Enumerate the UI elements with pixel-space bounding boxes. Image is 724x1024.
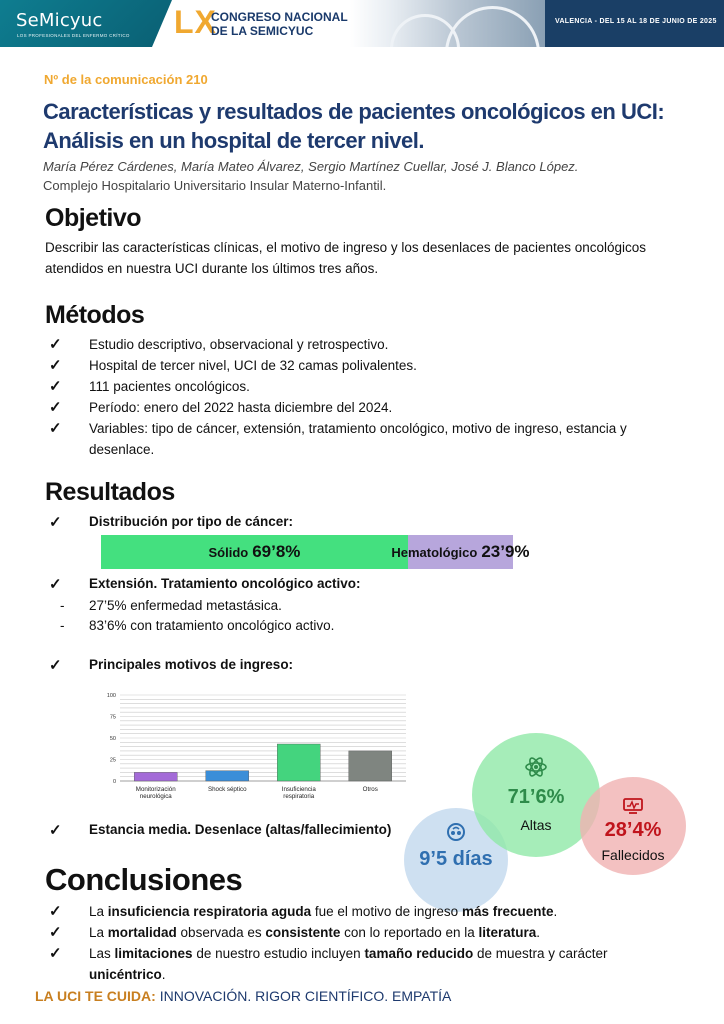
results-heading: Resultados: [45, 478, 175, 506]
bold-span: mortalidad: [107, 925, 177, 940]
x-tick-label: respiratoria: [283, 793, 315, 800]
extension-list: [60, 596, 334, 636]
bar-4: [349, 751, 392, 781]
conclusion-text-2: [89, 925, 540, 940]
city-photo: [350, 0, 545, 47]
check-icon: ✓: [49, 399, 62, 416]
extension-label: Extensión. Tratamiento oncológico activo:: [89, 576, 361, 591]
list-item-text: Estudio descriptivo, observacional y retrospectivo.: [89, 337, 389, 352]
authors: María Pérez Cárdenes, María Mateo Álvarez, Sergio Martínez Cuellar, José J. Blanco López.: [43, 159, 579, 174]
logo-subtitle: LOS PROFESIONALES DEL ENFERMO CRÍTICO: [17, 33, 130, 38]
text-span: de muestra y carácter: [473, 946, 608, 961]
bold-span: consistente: [265, 925, 341, 940]
bar-1: [134, 772, 177, 781]
reasons-label: Principales motivos de ingreso:: [89, 657, 294, 672]
list-item-text: Variables: tipo de cáncer, extensión, tratamiento oncológico, motivo de ingreso, estancia y desenlace.: [89, 421, 627, 457]
footer-slogan: [35, 988, 451, 1004]
check-icon: ✓: [49, 657, 62, 674]
bar-3: [277, 744, 320, 781]
bold-span: más frecuente: [461, 904, 554, 919]
conclusion-text-3: [89, 946, 608, 982]
arch-shape: [445, 6, 540, 47]
bold-span: literatura: [478, 925, 537, 940]
objective-heading: Objetivo: [45, 204, 142, 232]
cancer-type-bar: [101, 535, 530, 569]
check-icon: ✓: [49, 903, 62, 920]
y-tick-label: 75: [109, 714, 116, 721]
solid-value: 69’8%: [252, 542, 301, 561]
stay-label: Estancia media. Desenlace (altas/fallecimiento): [89, 822, 392, 837]
footer-lead: LA UCI TE CUIDA:: [35, 988, 156, 1004]
dash-bullet: -: [60, 598, 65, 613]
communication-number: Nº de la comunicación 210: [44, 72, 208, 87]
objective-text: Describir las características clínicas, el motivo de ingreso y los desenlaces de pacientes oncológicos atendidos en nuestra UCI durante los últimos tres años.: [45, 240, 647, 276]
x-tick-label: Shock séptico: [207, 786, 247, 793]
congress-line-2: DE LA SEMICYUC: [211, 24, 314, 38]
list-item: [49, 418, 679, 460]
list-item: [49, 901, 679, 922]
text-span: La: [89, 925, 108, 940]
text-span: observada es: [176, 925, 266, 940]
list-item: [49, 334, 679, 355]
x-tick-label: neurológica: [139, 793, 172, 800]
text-span: .: [553, 904, 558, 919]
semicyuc-logo: SeMicyuc: [16, 10, 103, 31]
list-item-text: 27’5% enfermedad metastásica.: [89, 598, 282, 613]
text-span: con lo reportado en la: [340, 925, 479, 940]
bar-2: [206, 771, 249, 781]
check-icon: ✓: [49, 336, 62, 353]
check-icon: ✓: [49, 420, 62, 437]
distribution-label: Distribución por tipo de cáncer:: [89, 514, 294, 529]
bold-span: tamaño reducido: [364, 946, 474, 961]
y-tick-label: 0: [112, 779, 116, 785]
fallecidos-bubble: [580, 777, 686, 875]
check-icon: ✓: [49, 924, 62, 941]
congress-name: [211, 10, 348, 38]
methods-heading: Métodos: [45, 301, 145, 329]
solid-label: Sólido: [208, 544, 249, 560]
hemato-segment: [391, 535, 530, 569]
text-span: de nuestro estudio incluyen: [192, 946, 365, 961]
list-item: [49, 376, 679, 397]
hemato-label: Hematológico: [391, 544, 478, 560]
check-icon: ✓: [49, 822, 62, 839]
check-icon: ✓: [49, 514, 62, 531]
y-tick-label: 25: [109, 757, 116, 764]
list-item: [49, 355, 679, 376]
conclusions-heading: Conclusiones: [45, 862, 243, 897]
poster-title: Características y resultados de pacientes oncológicos en UCI: Análisis en un hospital de tercer nivel.: [43, 99, 665, 153]
list-item: [49, 943, 679, 985]
stay-value: 9’5 días: [419, 848, 493, 870]
list-item: [49, 397, 679, 418]
altas-label: Altas: [520, 817, 552, 833]
fallecidos-value: 28’4%: [604, 819, 662, 841]
text-span: Las: [89, 946, 115, 961]
footer-rest: INNOVACIÓN. RIGOR CIENTÍFICO. EMPATÍA: [155, 988, 452, 1004]
list-item: [49, 922, 679, 943]
y-tick-label: 50: [109, 736, 116, 742]
list-item-text: 111 pacientes oncológicos.: [89, 379, 250, 394]
text-span: fue el motivo de ingreso: [311, 904, 462, 919]
congress-line-1: CONGRESO NACIONAL: [211, 10, 348, 24]
hemato-value: 23’9%: [481, 542, 530, 561]
altas-value: 71’6%: [507, 786, 565, 808]
text-span: .: [536, 925, 541, 940]
congress-number: LX: [174, 4, 217, 40]
y-tick-label: 100: [106, 693, 116, 699]
congress-dates: VALENCIA - DEL 15 AL 18 DE JUNIO DE 2025: [555, 18, 717, 25]
bold-span: insuficiencia respiratoria aguda: [107, 904, 312, 919]
text-span: La: [89, 904, 108, 919]
bold-span: unicéntrico: [89, 967, 162, 982]
list-item-text: Hospital de tercer nivel, UCI de 32 camas polivalentes.: [89, 358, 417, 373]
admission-reasons-chart: [100, 688, 420, 808]
check-icon: ✓: [49, 378, 62, 395]
fallecidos-label: Fallecidos: [601, 847, 665, 863]
conclusions-list: [49, 901, 679, 985]
x-tick-label: Monitorización: [135, 786, 176, 793]
header-banner: [0, 0, 724, 47]
conclusion-text-1: [89, 904, 557, 919]
solid-segment: [101, 535, 408, 569]
check-icon: ✓: [49, 576, 62, 593]
x-tick-label: Insuficiencia: [281, 786, 316, 793]
atom-icon: [472, 755, 600, 784]
check-icon: ✓: [49, 945, 62, 962]
dash-bullet: -: [60, 618, 65, 633]
list-item-text: Período: enero del 2022 hasta diciembre del 2024.: [89, 400, 393, 415]
list-item: [60, 596, 334, 616]
monitor-icon: [580, 797, 686, 820]
x-tick-label: Otros: [362, 786, 378, 793]
text-span: .: [161, 967, 166, 982]
list-item-text: 83’6% con tratamiento oncológico activo.: [89, 618, 335, 633]
methods-list: [49, 334, 679, 460]
institution: Complejo Hospitalario Universitario Insular Materno-Infantil.: [43, 178, 387, 193]
check-icon: ✓: [49, 357, 62, 374]
list-item: [60, 616, 334, 636]
bold-span: limitaciones: [114, 946, 193, 961]
